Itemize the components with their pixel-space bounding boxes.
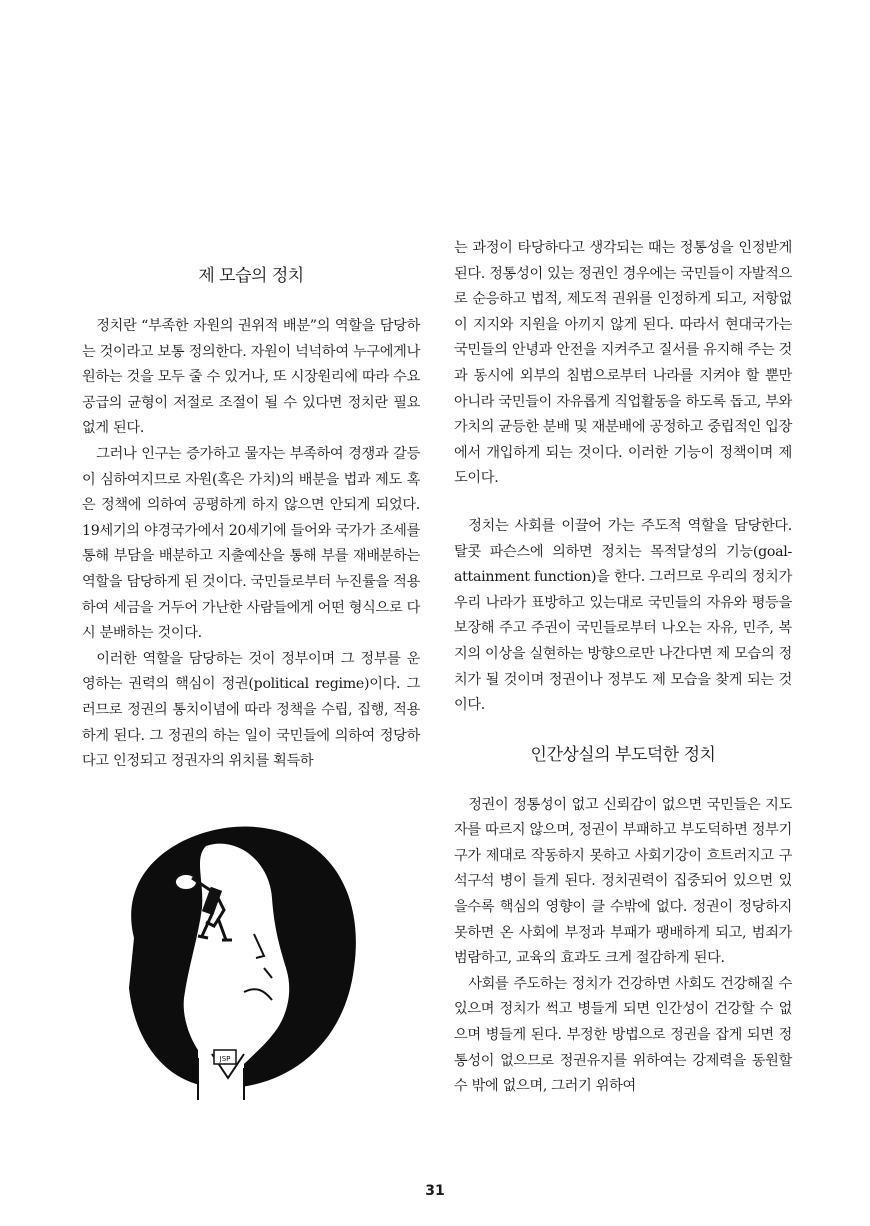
page-number: 31 <box>425 1183 445 1199</box>
body-paragraph-continued: 는 과정이 타당하다고 생각되는 때는 정통성을 인정받게 된다. 정통성이 있는 정권인 경우에는 국민들이 자발적으로 순응하고 법적, 제도적 권위를 인정하게 되고, 저항없이 지지와 지원을 아끼지 않게 된다. 따라서 현대국가는 국민들의 안녕과 안전을 지켜주고 질서를 유지해 주는 것과 동시에 외부의 침범으로부터 나라를 지켜야 할 뿐만 아니라 국민들이 자유롭게 직업활동을 하도록 돕고, 부와 가치의 균등한 분배 및 재분배에 공정하고 중립적인 입장에서 개입하게 되는 것이다. 이러한 기능이 정책이며 제도이다. <box>454 240 792 487</box>
cartoon-illustration <box>94 818 364 1108</box>
section-heading-immoral-politics: 인간상실의 부도덕한 정치 <box>530 744 716 765</box>
right-column <box>454 236 792 1100</box>
body-paragraph: 정치는 사회를 이끌어 가는 주도적 역할을 담당한다. 탈콧 파슨스에 의하면 정치는 목적달성의 기능(goal-attainment function)을 한다. 그러므로 우리의 정치가 우리 나라가 표방하고 있는대로 국민들의 자유와 평등을 보장해 주고 주권이 국민들로부터 나오는 자유, 민주, 복지의 이상을 실현하는 방향으로만 나간다면 제 모습의 정치가 될 것이며 정권이나 정부도 제 모습을 찾게 되는 것이다. <box>454 517 792 714</box>
body-paragraph: 그러나 인구는 증가하고 물자는 부족하여 경쟁과 갈등이 심하여지므로 자원(혹은 가치)의 배분을 법과 제도 혹은 정책에 의하여 공평하게 하지 않으면 안되게 되었다. 19세기의 야경국가에서 20세기에 들어와 국가가 조세를 통해 부담을 배분하고 지출예산을 통해 부를 재배분하는 역할을 담당하게 된 것이다. 국민들로부터 누진률을 적용하여 세금을 거두어 가난한 사람들에게 어떤 형식으로 다시 분배하는 것이다. <box>82 445 420 642</box>
body-paragraph: 사회를 주도하는 정치가 건강하면 사회도 건강해질 수 있으며 정치가 썩고 병들게 되면 인간성이 건강할 수 없으며 병들게 된다. 부정한 방법으로 정권을 잡게 되면 정통성이 없으므로 정권유지를 위하여는 강제력을 동원할 수 밖에 없으며, 그러기 위하여 <box>454 975 792 1095</box>
artist-signature: JSP <box>219 1055 231 1063</box>
body-paragraph: 정권이 정통성이 없고 신뢰감이 없으면 국민들은 지도자를 따르지 않으며, 정권이 부패하고 부도덕하면 정부기구가 제대로 작동하지 못하고 사회기강이 흐트러지고 구석구석 병이 들게 된다. 정치권력이 집중되어 있으면 있을수록 핵심의 영향이 클 수밖에 없다. 정권이 정당하지 못하면 온 사회에 부정과 부패가 팽배하게 되고, 범죄가 범람하고, 교육의 효과도 크게 절감하게 된다. <box>454 796 792 967</box>
body-paragraph: 이러한 역할을 담당하는 것이 정부이며 그 정부를 운영하는 권력의 핵심이 정권(political regime)이다. 그러므로 정권의 통치이념에 따라 정책을 수립, 집행, 적용하게 된다. 그 정권의 하는 일이 국민들에 의하여 정당하다고 인정되고 정권자의 위치를 획득하 <box>82 650 420 770</box>
body-paragraph: 정치란 “부족한 자원의 권위적 배분”의 역할을 담당하는 것이라고 보통 정의한다. 자원이 넉넉하여 누구에게나 원하는 것을 모두 줄 수 있거나, 또 시장원리에 따라 수요공급의 균형이 저절로 조절이 될 수 있다면 정치란 필요없게 된다. <box>82 318 420 437</box>
section-heading-proper-politics: 제 모습의 정치 <box>198 266 304 286</box>
left-column <box>82 314 420 775</box>
